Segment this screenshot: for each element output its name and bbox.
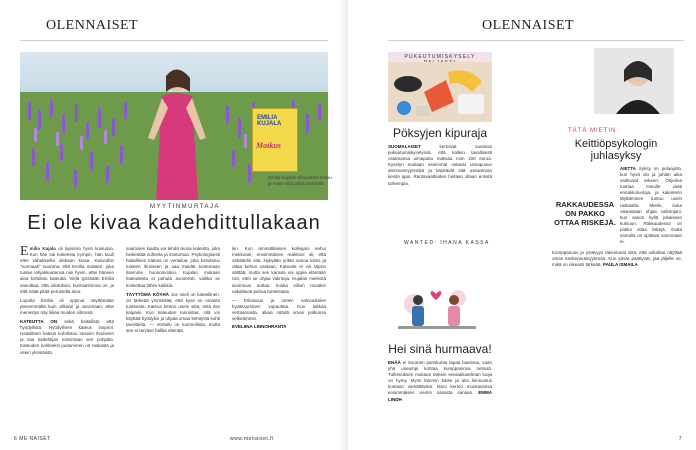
drop-cap: E: [20, 244, 29, 259]
book-cover: [252, 108, 298, 172]
section-header: OLENNAISET: [482, 18, 575, 33]
body-paragraph: Lopulta Emilia oli oppinut näyttämään pienemmältä kuin olikaan ja varomaan, ettei menestys näy liikaa muiden silmissä.: [20, 297, 114, 315]
header-rule: [20, 40, 328, 41]
portrait-illustration: [594, 48, 674, 114]
column-body-continued: [552, 250, 682, 268]
lead-word: SUOMALAISET: [388, 144, 421, 149]
column-body: [620, 166, 682, 245]
body-text: ei Suomen pariskunta tapaa baarissa, vaan yhä useampi kohtaa kumppaninsa netissä. Tutkimuksen mukaan tärkein ensivaikutelman luoja on hymy. Myös lämmin katse ja aito kiinnostus koetaan viehättävinä. Moni kertoo muistavansa ensimmäisen viestin sanasta sanaan.: [388, 360, 492, 396]
body-text: kertoivat suurissa pukeutumiskyselyssä, että kallein tavallisesti ostamansa uimapuku maksaa noin 100 euroa. Kyselyn mukaan useimmat ostavat uimapuvun alennusmyynnistä ja käyttävät sitä useamman kesän ajan. Rantavaatteiden hintaan ollaan entistä tarkempia.: [388, 144, 492, 186]
beach-items-photo: [388, 62, 492, 122]
section-header: OLENNAISET: [46, 18, 139, 33]
subheading: TÄYTTÖMÄ KÖYHÄ: [126, 291, 169, 297]
right-page: [348, 0, 696, 450]
body-paragraph: saamisen kautta voi tehdä teoria kateutta, joka heikentää suhteita ja itsetuntoa. Psykologisesti haitallinen kateus on vertailua, joka kohdistuu toiseen ihmiseen ja saa meidät tuntemaan itsemme huonommiksi. Kujalan mukaan kateudesta ei puhuta avoimesti, vaikka se koskettaa lähes kaikkia.: [126, 246, 220, 288]
body-text: Syksy on pelaajista, kun hyvä olo ja juhlan aika vaihtuvat arkeen. Ohjelma tuottaa minulle vielä ennakkoluuloja, ja kalenterin täyttäminen tuntuu usein raskaalta. Mietin, kuka oikeastaan ohjaa valintojani, kun sanon kyllä jokaiseen kutsuun. Rakkaudessa on pakko ottaa riskejä, mutta samalla on opittava sanomaan ei.: [620, 166, 682, 245]
author-portrait: [594, 48, 674, 114]
column-title: Keittiöpsykologin juhlasyksy: [574, 138, 658, 162]
pull-quote: RAKKAUDESSA ON PAKKO OTTAA RISKEJÄ.: [554, 200, 616, 227]
column-2: [126, 246, 220, 334]
column-3: [232, 246, 326, 330]
column-kicker: TÄTÄ MIETIN: [568, 128, 617, 134]
lead-word: ENÄÄ: [388, 360, 401, 365]
lead-name: milia Kujala: [29, 246, 56, 251]
couple-illustration: [388, 280, 486, 336]
body-text: oli lapsena hyvä koulussa. Kun hän sai kokeesta kympin, hän kuuli ettei vahakkeilla olekaan kivaa. Kasvoihin "normaali" nuorena, että Emilia maisteri, joka tuntee lahjakkuutensa niin hyvin, ettei häneen aina kohdistu kateutta. Vielä työssään Emilia sanoittaa, että odotuksia, kunnianhimoa on, ja että näitä pitää perustella aina.: [20, 246, 114, 294]
image-caption: Emilia Kujalan kirmaattee kelluu ja miten siitä pitäisi käsitellä.: [268, 175, 332, 186]
body-text: Jos mieli on kateellinen, on tärkeää ymmärtää, että kyse on omasta tunteesta. Kateus kertoo usein siitä, mitä itse kaipaisi. Kun kateuden tunnistaa, sitä voi käyttää hyödyksi ja ohjata omaa kehitystä kohti tavoitteita. — Vertailu on luonnollista, mutta sen ei tarvitse hallita elämää.: [126, 291, 220, 334]
body-paragraph: kin. Kun ammattilaisen kollegani kehui mekkoani, ensimmäinen reaktioni oli, että vähättelin sitä. Nykyään yritän sanoa kiitos ja ottaa kehun vastaan. Kateutta ei voi täysin välttää, mutta sen kanssa voi oppia elämään niin, ettei se ohjaa valintoja. Kujalan mielestä avoimuus auttaa, koska silloin muutkin uskaltavat puhua tunteistaan.: [232, 246, 326, 294]
subheading: KATEUTTA ON: [20, 319, 58, 325]
page-folio: 7: [678, 436, 682, 442]
website-url: www.menaiset.fi: [230, 436, 274, 442]
page-folio: 6 ME NAISET: [14, 436, 51, 442]
header-rule: [388, 40, 684, 41]
column-1: [20, 246, 114, 356]
sidebar-header: PUKEUTUMISKYSELY: [388, 52, 492, 68]
author-signature: EMMA LINDH: [388, 390, 492, 402]
article-body: [388, 360, 492, 403]
article-title: Ei ole kivaa kadehdittullakaan: [27, 212, 321, 234]
article-kicker: MYYTINMURTAJA: [150, 204, 220, 210]
body-paragraph: — Erilaisuus ja omien vahvuuksien hyväksyminen vapauttaa. Kun lakkaa vertaamasta, alkaa nähdä oman polkunsa selkeämmin.: [232, 297, 326, 322]
book-author: EMILIA KUJALA: [257, 115, 282, 127]
author-signature: PAULA ISMAILA: [603, 262, 638, 268]
article-body: [20, 246, 330, 424]
article-title: Hei sinä hurmaava!: [388, 342, 492, 356]
body-text: Kumppanuus ja ystävyys rakentuvat siitä, että uskaltaa näyttää oman keskeneräisyytensä. Kun juhlat päättyvät, jää jäljelle se, mikä on oikeasti tärkeää.: [552, 250, 682, 268]
section-kicker: WANTED: IHANA KASSA: [404, 240, 490, 246]
body-text: sekä haitallista että hyödyllistä. Hyödyllinen kateus inspiroi. Haitallinen kateus kohdistuu toiseen ihmiseen ja saa kadehtijan toimimaan sen pohjalta. Kateuden kohteeksi joutuminen on raskasta ja usein yksinäistä.: [20, 319, 114, 355]
sidebar-body: [388, 144, 492, 187]
book-title: Matkus: [256, 141, 281, 150]
author-signature: EVELIINA LINNOHRANTA: [232, 324, 287, 330]
sidebar-title: Pöksyjen kipuraja: [392, 126, 488, 140]
beach-items-illustration: [388, 62, 492, 122]
lead-word: AIETTA: [620, 166, 636, 171]
